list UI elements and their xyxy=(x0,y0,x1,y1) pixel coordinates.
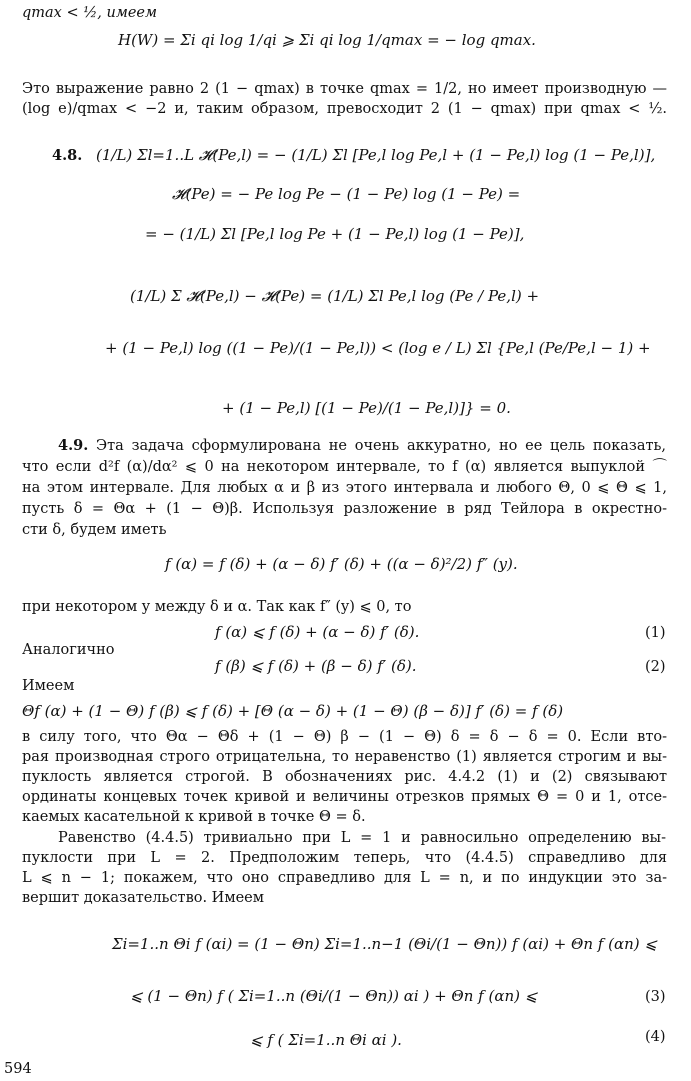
paragraph-4-9-text-1: Эта задача сформулирована не очень аккуратно, но ее цель показать, xyxy=(96,438,666,454)
equation-4-8-b: 𝓗(Pe) = − Pe log Pe − (1 − Pe) log (1 − Pe) = xyxy=(172,185,521,203)
paragraph-4-9-line-1 xyxy=(58,437,666,455)
qmax-condition-text: qmax < ½, имеем xyxy=(22,5,158,21)
paragraph-some-y: при некотором y между δ и α. Так как f″ (y) ⩽ 0, то xyxy=(22,599,412,615)
equation-convexity-sum: Θf (α) + (1 − Θ) f (β) ⩽ f (δ) + [Θ (α − δ) + (1 − Θ) (β − δ)] f′ (δ) = f (δ) xyxy=(22,702,564,720)
equation-tag-3: (3) xyxy=(645,989,666,1005)
paragraph-4-9-line-2: что если d²f (α)/dα² ⩽ 0 на некотором интервале, то f (α) является выпуклой ⌒ xyxy=(22,459,667,475)
paragraph-3-line-3: L ⩽ n − 1; покажем, что оно справедливо для L = n, и по индукции это за- xyxy=(22,870,667,886)
equation-tag-1: (1) xyxy=(645,625,666,641)
equation-2: f (β) ⩽ f (δ) + (β − δ) f′ (δ). xyxy=(215,657,417,675)
line-top xyxy=(22,4,157,22)
paragraph-2-line-3: пуклость является строгой. В обозначениях рис. 4.4.2 (1) и (2) связывают xyxy=(22,769,667,785)
paragraph-1-line-1: Это выражение равно 2 (1 − qmax) в точке qmax = 1/2, но имеет производную — xyxy=(22,81,667,97)
paragraph-3-line-1: Равенство (4.4.5) тривиально при L = 1 и равносильно определению вы- xyxy=(58,830,666,846)
paragraph-2-line-2: рая производная строго отрицательна, то неравенство (1) является строгим и вы- xyxy=(22,749,667,765)
paragraph-1-line-2: (log e)/qmax < −2 и, таким образом, превосходит 2 (1 − qmax) при qmax < ½. xyxy=(22,101,667,117)
paragraph-2-line-5: каемых касательной к кривой в точке Θ = δ. xyxy=(22,809,366,825)
equation-4-8-a: (1/L) Σl=1..L 𝓗(Pe,l) = − (1/L) Σl [Pe,l log Pe,l + (1 − Pe,l) log (1 − Pe,l)], xyxy=(96,146,656,164)
paragraph-4-9-line-5: сти δ, будем иметь xyxy=(22,522,167,538)
equation-taylor: f (α) = f (δ) + (α − δ) f′ (δ) + ((α − δ)²/2) f″ (y). xyxy=(165,555,518,573)
text-analogichno: Аналогично xyxy=(22,642,115,658)
equation-tag-4: (4) xyxy=(645,1029,666,1045)
equation-induction-b: ⩽ (1 − Θn) f ( Σi=1..n (Θi/(1 − Θn)) αi ) + Θn f (αn) ⩽ xyxy=(130,987,538,1005)
equation-4-8-e: + (1 − Pe,l) log ((1 − Pe)/(1 − Pe,l)) < (log e / L) Σl {Pe,l (Pe/Pe,l − 1) + xyxy=(105,339,651,357)
paragraph-4-9-line-4: пусть δ = Θα + (1 − Θ)β. Используя разложение в ряд Тейлора в окрестно- xyxy=(22,501,667,517)
text-imeem: Имеем xyxy=(22,678,75,694)
equation-4-8-c: = − (1/L) Σl [Pe,l log Pe + (1 − Pe,l) log (1 − Pe)], xyxy=(145,225,525,243)
page-number: 594 xyxy=(4,1061,32,1077)
paragraph-2-line-1: в силу того, что Θα − Θδ + (1 − Θ) β − (1 − Θ) δ = δ − δ = 0. Если вто- xyxy=(22,729,667,745)
paragraph-4-9-line-3: на этом интервале. Для любых α и β из этого интервала и любого Θ, 0 ⩽ Θ ⩽ 1, xyxy=(22,480,667,496)
equation-4-8-f: + (1 − Pe,l) [(1 − Pe)/(1 − Pe,l)]} = 0. xyxy=(222,399,511,417)
equation-entropy-bound xyxy=(118,30,578,50)
equation-1: f (α) ⩽ f (δ) + (α − δ) f′ (δ). xyxy=(215,623,420,641)
paragraph-3-line-4: вершит доказательство. Имеем xyxy=(22,890,265,906)
paragraph-2-line-4: ординаты концевых точек кривой и величины отрезков прямых Θ = 0 и 1, отсе- xyxy=(22,789,667,805)
problem-label-4-8: 4.8. xyxy=(52,147,83,164)
equation-induction-a: Σi=1..n Θi f (αi) = (1 − Θn) Σi=1..n−1 (Θi/(1 − Θn)) f (αi) + Θn f (αn) ⩽ xyxy=(112,935,657,953)
problem-label-4-9: 4.9. xyxy=(58,437,89,454)
equation-4-8-d: (1/L) Σ 𝓗(Pe,l) − 𝓗(Pe) = (1/L) Σl Pe,l log (Pe / Pe,l) + xyxy=(130,287,540,305)
equation-induction-c: ⩽ f ( Σi=1..n Θi αi ). xyxy=(250,1031,402,1049)
paragraph-3-line-2: пуклости при L = 2. Предположим теперь, что (4.4.5) справедливо для xyxy=(22,850,667,866)
equation-entropy-text: H(W) = Σi qi log 1/qi ⩾ Σi qi log 1/qmax = − log qmax. xyxy=(118,31,536,49)
equation-tag-2: (2) xyxy=(645,659,666,675)
